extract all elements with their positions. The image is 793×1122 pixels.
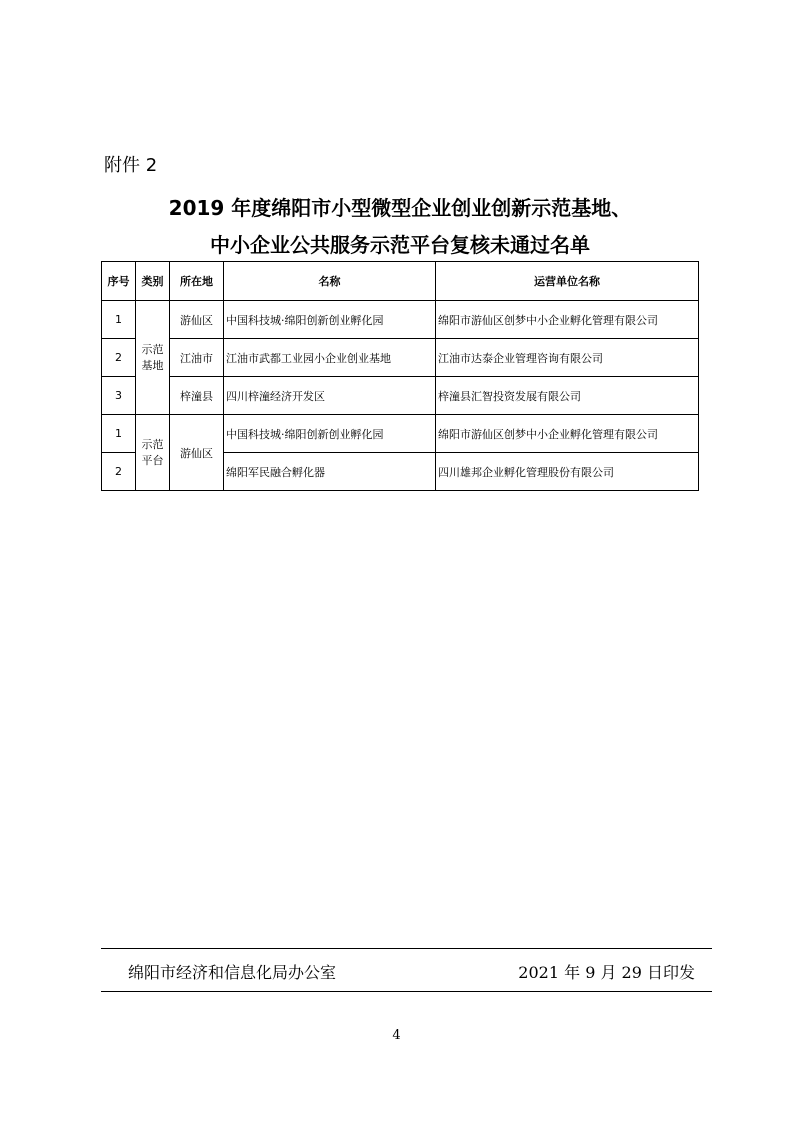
header-category: 类别 bbox=[136, 262, 170, 301]
attachment-label: 附件 2 bbox=[104, 155, 158, 176]
issuer-name: 绵阳市经济和信息化局办公室 bbox=[128, 963, 337, 982]
header-seq: 序号 bbox=[102, 262, 136, 301]
cell-name: 中国科技城·绵阳创新创业孵化园 bbox=[224, 301, 436, 339]
cell-seq: 1 bbox=[102, 301, 136, 339]
cell-location: 游仙区 bbox=[170, 301, 224, 339]
cell-seq: 2 bbox=[102, 339, 136, 377]
page-number: 4 bbox=[392, 1028, 401, 1043]
document-title-line1: 2019 年度绵阳市小型微型企业创业创新示范基地、 bbox=[168, 196, 632, 220]
cell-operator: 绵阳市游仙区创梦中小企业孵化管理有限公司 bbox=[436, 415, 699, 453]
cell-operator: 江油市达泰企业管理咨询有限公司 bbox=[436, 339, 699, 377]
footer-rule-top bbox=[101, 948, 712, 949]
cell-name: 四川梓潼经济开发区 bbox=[224, 377, 436, 415]
cell-name: 绵阳军民融合孵化器 bbox=[224, 453, 436, 491]
cell-location: 游仙区 bbox=[170, 415, 224, 491]
header-operator: 运营单位名称 bbox=[436, 262, 699, 301]
table-row bbox=[102, 301, 699, 339]
cell-location: 江油市 bbox=[170, 339, 224, 377]
cell-location: 梓潼县 bbox=[170, 377, 224, 415]
cell-category: 示范基地 bbox=[136, 301, 170, 415]
issue-date: 2021 年 9 月 29 日印发 bbox=[518, 963, 695, 982]
table-row bbox=[102, 377, 699, 415]
cell-operator: 绵阳市游仙区创梦中小企业孵化管理有限公司 bbox=[436, 301, 699, 339]
cell-seq: 1 bbox=[102, 415, 136, 453]
cell-seq: 2 bbox=[102, 453, 136, 491]
cell-operator: 四川雄邦企业孵化管理股份有限公司 bbox=[436, 453, 699, 491]
table-row bbox=[102, 415, 699, 453]
header-location: 所在地 bbox=[170, 262, 224, 301]
failed-review-table bbox=[101, 261, 699, 491]
cell-category: 示范平台 bbox=[136, 415, 170, 491]
cell-name: 江油市武都工业园小企业创业基地 bbox=[224, 339, 436, 377]
cell-operator: 梓潼县汇智投资发展有限公司 bbox=[436, 377, 699, 415]
header-name: 名称 bbox=[224, 262, 436, 301]
cell-seq: 3 bbox=[102, 377, 136, 415]
table-row bbox=[102, 339, 699, 377]
table-header-row bbox=[102, 262, 699, 301]
document-title-line2: 中小企业公共服务示范平台复核未通过名单 bbox=[210, 233, 590, 257]
cell-name: 中国科技城·绵阳创新创业孵化园 bbox=[224, 415, 436, 453]
footer-rule-bottom bbox=[101, 991, 712, 992]
